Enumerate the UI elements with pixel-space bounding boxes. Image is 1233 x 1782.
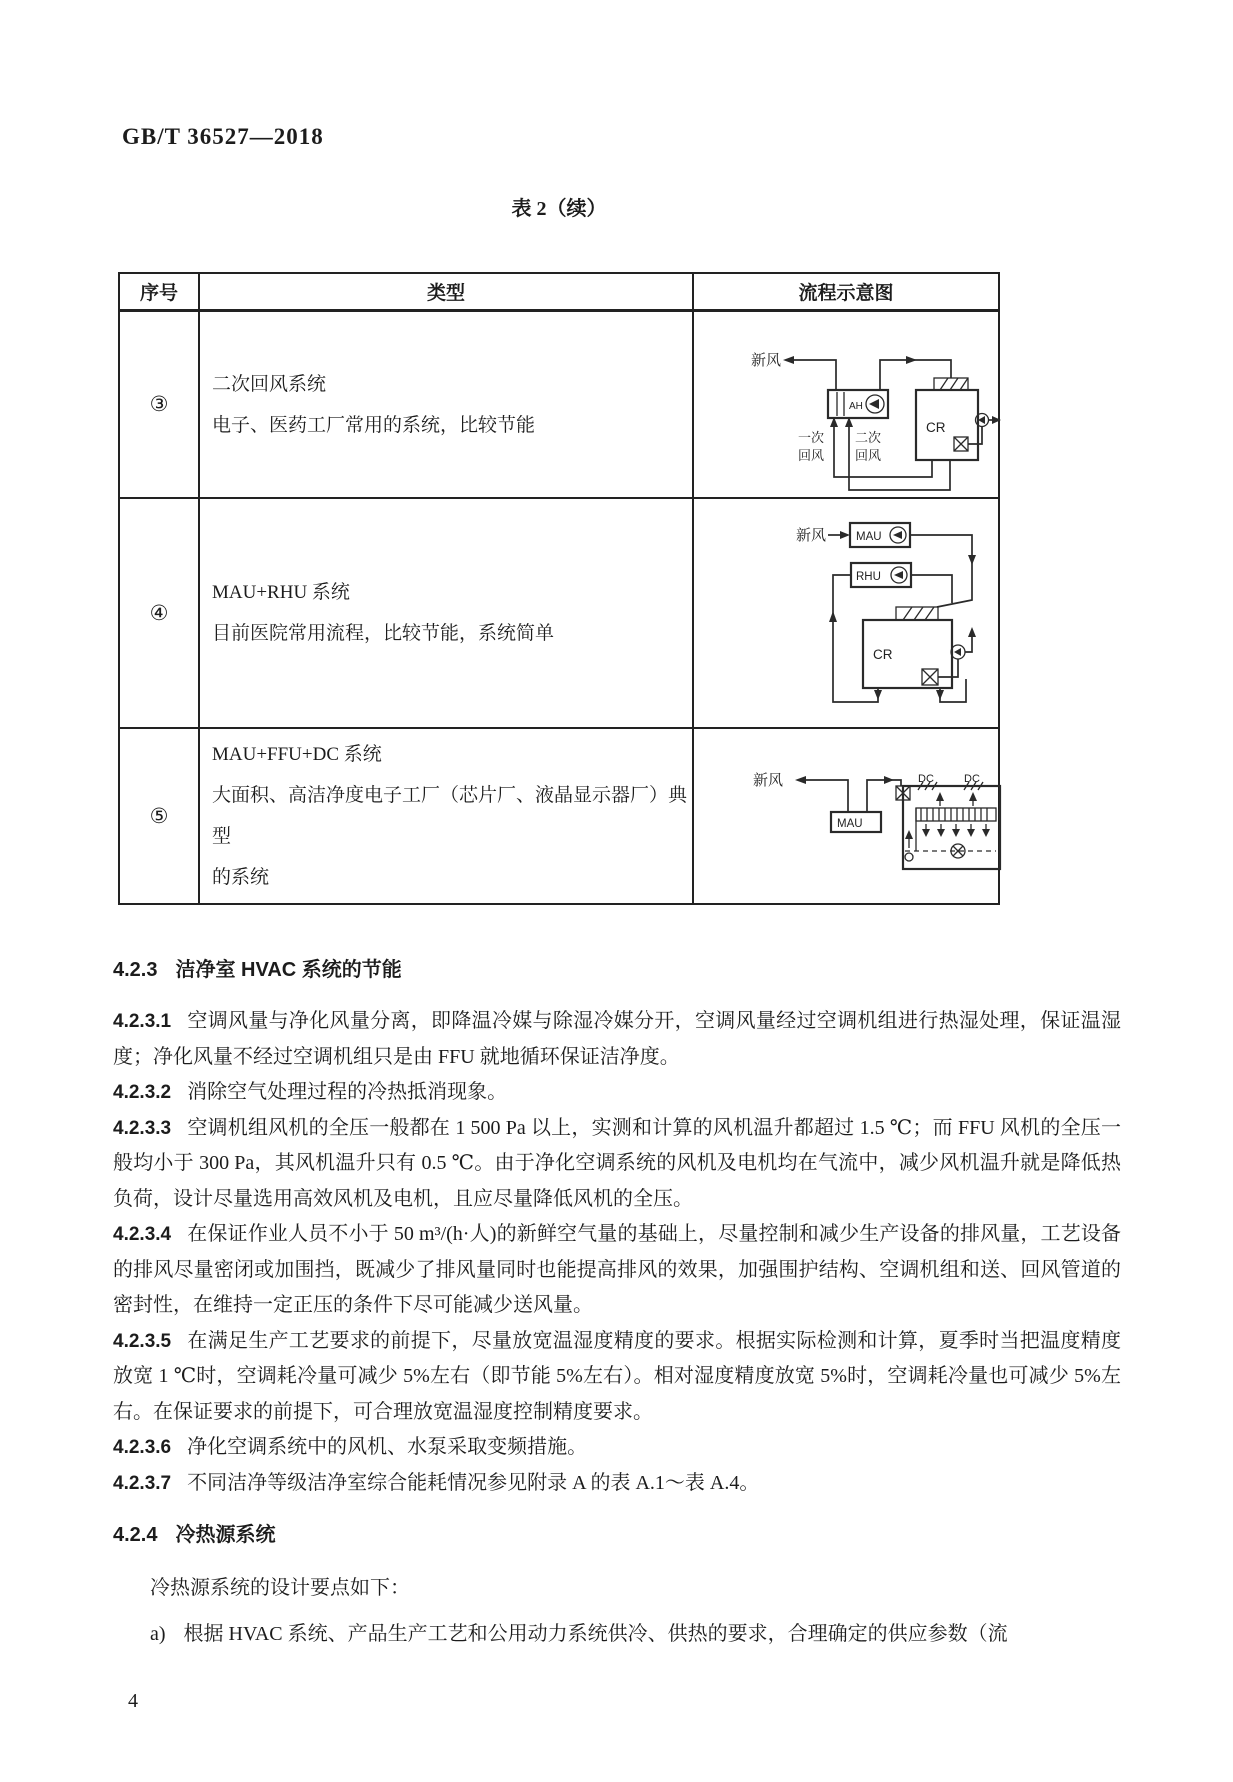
- clause-text: 空调机组风机的全压一般都在 1 500 Pa 以上，实测和计算的风机温升都超过 1.5 ℃；而 FFU 风机的全压一般均小于 300 Pa，其风机温升只有 0.5 ℃。由于净化空调系统的风机及电机均在气流中，减少风机温升就是降低热负荷，设计尽量选用高效风机及电机，且应尽量降低风机的全压。: [113, 1116, 1121, 1210]
- clause-4-2-3-2: [113, 1075, 1121, 1111]
- clause-text: 消除空气处理过程的冷热抵消现象。: [187, 1081, 508, 1103]
- clause-4-2-3-3: [113, 1111, 1121, 1218]
- row3-seq: ③: [120, 312, 200, 499]
- clause-4-2-3-1: [113, 1004, 1121, 1075]
- mau-ffu-dc-diagram: [635, 744, 1007, 896]
- clause-4-2-3-5: [113, 1324, 1121, 1431]
- return-down-arrow-icon: [874, 690, 882, 700]
- section-heading-4-2-4: [113, 1521, 1121, 1549]
- secondary-return-label: 二次: [855, 430, 882, 445]
- table-title: 表 2（续）: [511, 198, 607, 220]
- ahu-box: [828, 390, 888, 418]
- clause-number: 4.2.3.1: [113, 1011, 172, 1032]
- fresh-air-arrow-icon: [795, 776, 806, 784]
- section-number: 4.2.4: [113, 1524, 158, 1546]
- mau-label: MAU: [837, 818, 863, 830]
- clause-text: 在满足生产工艺要求的前提下，尽量放宽温湿度精度的要求。根据实际检测和计算，夏季时当把温度精度放宽 1 ℃时，空调耗冷量可减少 5%左右（即节能 5%左右）。相对湿度精度放宽 5%时，空调耗冷量也可减少 5%左右。在保证要求的前提下，可合理放宽温湿度控制精度要求。: [113, 1329, 1121, 1423]
- filter-icon: [934, 378, 968, 390]
- dry-coil-label-2: DC: [964, 773, 980, 785]
- primary-return-label: 一次: [798, 430, 825, 445]
- clause-number: 4.2.3.2: [113, 1082, 172, 1103]
- page-number: 4: [128, 1690, 138, 1712]
- exhaust-arrow-icon: [992, 416, 1001, 424]
- row5-type-line3: 的系统: [212, 867, 270, 888]
- column-header-flow-diagram: 流程示意图: [694, 274, 998, 312]
- rhu-label: RHU: [856, 571, 881, 583]
- secondary-return-air-diagram: [698, 330, 1003, 492]
- exhaust-up-arrow-icon: [968, 627, 976, 637]
- clause-number: 4.2.3.5: [113, 1330, 172, 1352]
- row3-type-line2: 电子、医药工厂常用的系统，比较节能: [212, 414, 536, 436]
- ffu-supply-arrows: [922, 824, 990, 837]
- cleanroom-label: CR: [926, 420, 946, 435]
- column-header-type: 类型: [200, 274, 694, 312]
- clause-4-2-3-6: [113, 1430, 1121, 1466]
- standard-code: GB/T 36527—2018: [122, 124, 324, 149]
- return-up-arrow-icon: [905, 830, 913, 839]
- row4-type-line1: MAU+RHU 系统: [212, 582, 350, 603]
- supply-down-arrow-icon: [968, 555, 976, 565]
- exhaust-damper-icon: [922, 669, 938, 685]
- row5-seq: ⑤: [120, 729, 200, 903]
- mau-box: [850, 523, 910, 547]
- clause-4-2-3-7: [113, 1466, 1121, 1502]
- plenum-up-arrow2-icon: [969, 792, 977, 801]
- dry-coil-label-1: DC: [918, 773, 934, 785]
- clause-number: 4.2.3.3: [113, 1117, 172, 1139]
- column-header-seq: 序号: [120, 274, 200, 312]
- row4-seq: ④: [120, 499, 200, 729]
- row4-type: [200, 499, 694, 729]
- mau-rhu-diagram: [700, 503, 1000, 723]
- row5-type: [200, 729, 694, 903]
- cleanroom-box: [916, 390, 978, 460]
- ffu-filter-row: [916, 808, 996, 821]
- row5-type-line2: 大面积、高洁净度电子工厂（芯片厂、液晶显示器厂）典型: [212, 785, 688, 847]
- list-item-label: a): [150, 1622, 166, 1645]
- clause-4-2-3-4: [113, 1217, 1121, 1324]
- primary-return-label2: 回风: [798, 448, 825, 463]
- fresh-air-label: 新风: [750, 352, 781, 369]
- filter-icon: [896, 607, 938, 620]
- section-number: 4.2.3: [113, 959, 158, 981]
- clause-text: 在保证作业人员不小于 50 m³/(h·人)的新鲜空气量的基础上，尽量控制和减少生产设备的排风量，工艺设备的排风尽量密闭或加围挡，既减少了排风量同时也能提高排风的效果，加强围护结构、空调机组和送、回风管道的密封性，在维持一定正压的条件下尽可能减少送风量。: [113, 1223, 1121, 1316]
- return-up-arrow-icon: [829, 611, 837, 622]
- list-item-text: 根据 HVAC 系统、产品生产工艺和公用动力系统供冷、供热的要求，合理确定的供应参数（流: [183, 1622, 1008, 1645]
- clause-number: 4.2.3.7: [113, 1472, 172, 1494]
- rhu-box: [851, 563, 911, 587]
- fresh-air-arrow-icon: [783, 356, 794, 364]
- supply-arrow-icon: [884, 776, 894, 784]
- return-opening-icon: [905, 853, 913, 861]
- mau-label: MAU: [856, 531, 882, 543]
- supply-arrow-icon: [906, 356, 917, 364]
- section-title: 冷热源系统: [175, 1524, 276, 1546]
- row5-type-line1: MAU+FFU+DC 系统: [212, 744, 382, 765]
- row3-type: [200, 312, 694, 499]
- clause-text: 净化空调系统中的风机、水泵采取变频措施。: [187, 1436, 588, 1458]
- secondary-return-label2: 回风: [855, 448, 882, 463]
- return-down-arrow2-icon: [936, 690, 944, 700]
- clause-number: 4.2.3.4: [113, 1224, 172, 1245]
- ahu-label: AH: [849, 401, 863, 412]
- body-text-block: [113, 956, 1121, 1652]
- section-title: 洁净室 HVAC 系统的节能: [175, 959, 402, 981]
- cleanroom-label: CR: [873, 647, 893, 662]
- clause-text: 空调风量与净化风量分离，即降温冷媒与除湿冷媒分开，空调风量经过空调机组进行热湿处理，保证温湿度；净化风量不经过空调机组只是由 FFU 就地循环保证洁净度。: [113, 1010, 1121, 1068]
- exhaust-damper-icon: [954, 437, 968, 451]
- plenum-up-arrow-icon: [936, 792, 944, 801]
- section-heading-4-2-3: [113, 956, 1121, 984]
- row4-type-line2: 目前医院常用流程，比较节能，系统简单: [212, 623, 555, 644]
- clause-number: 4.2.3.6: [113, 1437, 172, 1458]
- clause-text: 不同洁净等级洁净室综合能耗情况参见附录 A 的表 A.1～表 A.4。: [187, 1471, 760, 1494]
- fresh-air-label: 新风: [753, 772, 784, 789]
- mau-box: [831, 812, 881, 832]
- list-item-a: [113, 1617, 1121, 1653]
- fresh-air-label: 新风: [796, 527, 827, 544]
- section-intro: 冷热源系统的设计要点如下：: [150, 1577, 410, 1599]
- fresh-air-arrow-icon: [840, 531, 850, 539]
- row3-type-line1: 二次回风系统: [212, 373, 327, 395]
